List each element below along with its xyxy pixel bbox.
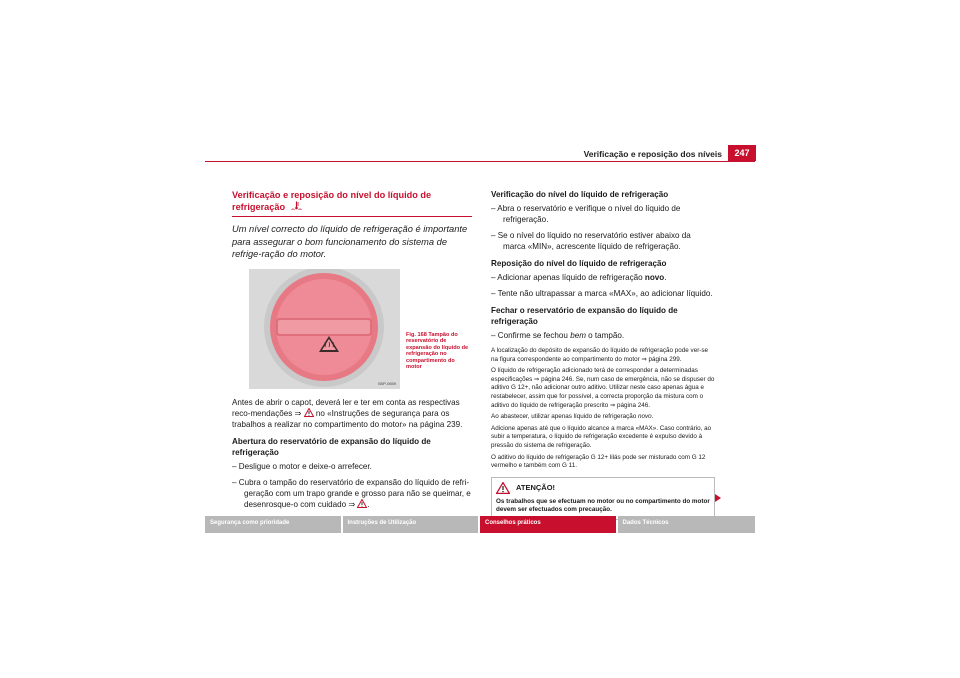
refill-steps: [491, 272, 715, 299]
check-heading: Verificação do nível do líquido de refrigeração: [491, 190, 669, 199]
safety-paragraph: [232, 397, 472, 430]
coolant-cap-illustration: [249, 269, 400, 389]
refill-heading: Reposição do nível do líquido de refrigeração: [491, 259, 667, 268]
header-rule: [205, 161, 755, 162]
right-column: [491, 189, 715, 520]
close-step-1: [491, 330, 715, 341]
safety-paragraph-part1: Antes de abrir o capot, deverá ler e ter em conta as respectivas reco-mendações ⇒: [232, 397, 460, 418]
footer-tab-technical-data[interactable]: Dados Técnicos: [618, 516, 756, 533]
coolant-cap-photo: [249, 269, 400, 389]
left-column: [232, 189, 472, 516]
warning-text: Os trabalhos que se efectuam no motor ou no compartimento do motor devem ser efectuados com precaução.: [496, 497, 710, 514]
check-step-1: – Abra o reservatório e verifique o nível do líquido de refrigeração.: [491, 204, 681, 224]
note-new-coolant-text: Ao abastecer, utilizar apenas líquido de refrigeração: [491, 413, 639, 421]
close-step-1-text: – Confirme se fechou: [491, 331, 571, 340]
section-title: [232, 189, 472, 213]
check-step-2: – Se o nível do líquido no reservatório estiver abaixo da marca «MIN», acrescente líquido de refrigeração.: [491, 231, 691, 251]
note-location: A localização do depósito de expansão do líquido de refrigeração pode ver-se na figura correspondente ao compartimento do motor ⇒ página 299.: [491, 347, 709, 363]
warning-box: [491, 477, 715, 520]
open-step-2: [232, 477, 472, 510]
open-step-1: – Desligue o motor e deixe-o arrefecer.: [232, 461, 372, 471]
warning-triangle-icon: [357, 499, 370, 509]
note-mixing: O aditivo do líquido de refrigeração G 12+ lilás pode ser misturado com G 12 vermelho e também com G 11.: [491, 453, 706, 470]
note-max-mark: Adicione apenas até que o líquido alcance a marca «MAX». Caso contrário, ao subir a temperatura, o líquido de refrigeração excedente é expulso devido à pressão do sistema de refrigeração.: [491, 424, 712, 449]
figure-caption: Fig. 168 Tampão do reservatório de expansão do líquido de refrigeração no compartimento do motor: [406, 331, 469, 371]
close-step-1-end: o tampão.: [585, 331, 625, 340]
open-steps: [232, 461, 472, 510]
refill-step-1-end: .: [664, 273, 667, 282]
warning-triangle-icon: [496, 482, 510, 494]
refill-step-1-text: – Adicionar apenas líquido de refrigeração: [491, 273, 645, 282]
photo-code: B5P-0659: [378, 380, 396, 386]
open-heading: Abertura do reservatório de expansão do líquido de refrigeração: [232, 436, 431, 457]
footer-tab-practical-advice[interactable]: Conselhos práticos: [480, 516, 616, 533]
open-step-2-text: – Cubra o tampão do reservatório de expansão do líquido de refri-geração com um trapo grande e grosso para não se queimar, e desenrosque-o com cuidado ⇒: [232, 477, 471, 509]
note-new-coolant: [491, 413, 715, 422]
section-title-rule: [232, 216, 472, 217]
continue-arrow-icon[interactable]: [715, 494, 721, 502]
refill-step-1: [491, 272, 715, 283]
refill-step-2: – Tente não ultrapassar a marca «MAX», ao adicionar líquido.: [491, 289, 713, 298]
footer-tab-instructions[interactable]: Instruções de Utilização: [343, 516, 479, 533]
check-steps: [491, 203, 715, 252]
running-header: Verificação e reposição dos níveis: [583, 149, 722, 159]
warning-header: [496, 481, 710, 495]
page-number: 247: [728, 145, 756, 161]
close-heading: Fechar o reservatório de expansão do líquido de refrigeração: [491, 306, 678, 326]
safety-paragraph-part2: no «Instruções de segurança para os trabalhos a realizar no compartimento do motor» na página 239.: [232, 408, 463, 429]
warning-triangle-icon: [304, 408, 314, 417]
footer-nav: [205, 516, 755, 533]
coolant-temperature-icon: [291, 201, 302, 211]
note-new-coolant-italic: novo: [638, 413, 652, 421]
section-title-text: Verificação e reposição do nível do líquido de refrigeração: [232, 190, 432, 212]
close-step-1-italic: bem: [570, 331, 586, 340]
note-specification: O líquido de refrigeração adicionado terá de corresponder a determinadas especificações ⇒ página 246. Se, num caso de emergência, não se dispuser do aditivo G 12+, não adicionar outro aditivo. Utilizar neste caso apenas água e restabelecer, assim que for possível, a correcta proporção da mistura com o aditivo do líquido de refrigeração prescrito ⇒ página 246.: [491, 367, 715, 409]
warning-title: ATENÇÃO!: [516, 483, 556, 493]
refill-step-1-bold: novo: [644, 273, 665, 282]
open-step-2-end: .: [367, 499, 370, 509]
figure-168: [232, 269, 472, 389]
footer-tab-safety[interactable]: Segurança como prioridade: [205, 516, 341, 533]
intro-text: Um nível correcto do líquido de refrigeração é importante para assegurar o bom funcionamento do sistema de refrige-ração do motor.: [232, 224, 468, 259]
note-new-coolant-end: .: [651, 413, 654, 421]
close-steps: [491, 330, 715, 341]
